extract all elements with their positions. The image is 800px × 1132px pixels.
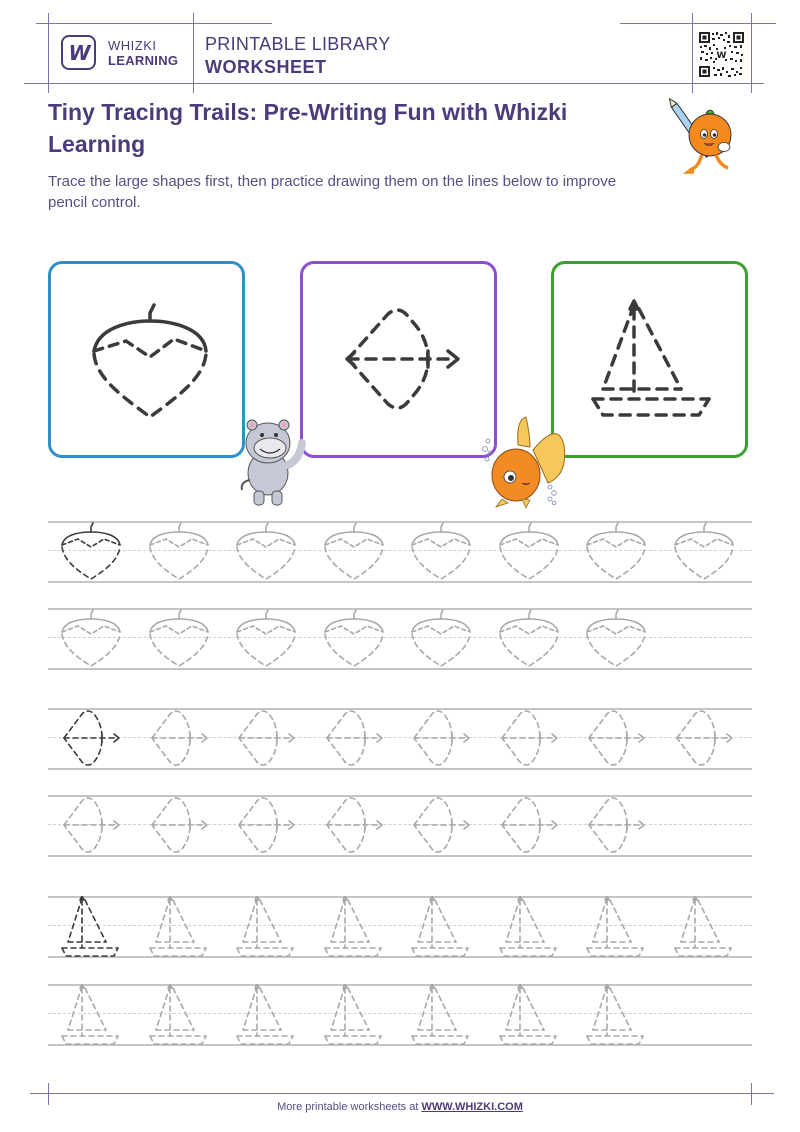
practice-row-sailboat (48, 896, 752, 958)
bow-and-arrow-shape-icon (338, 299, 463, 424)
header-divider-qr-left (692, 13, 693, 93)
sailboat-trace-icon (60, 896, 122, 958)
header-top-rule-right (620, 23, 776, 24)
sailboat-trace-icon (498, 984, 560, 1046)
footer-text: More printable worksheets at (277, 1101, 422, 1113)
acorn-trace-icon (235, 608, 297, 670)
acorn-trace-icon (148, 608, 210, 670)
bow-and-arrow-trace-icon (60, 795, 122, 857)
bow-and-arrow-trace-icon (410, 795, 472, 857)
sailboat-trace-icon (498, 896, 560, 958)
acorn-trace-icon (60, 521, 122, 583)
sailboat-trace-icon (410, 984, 472, 1046)
bow-and-arrow-trace-icon (323, 708, 385, 770)
library-subtitle: WORKSHEET (205, 57, 327, 77)
library-title: PRINTABLE LIBRARY (205, 34, 391, 54)
footer-website-link[interactable]: WWW.WHIZKI.COM (421, 1101, 523, 1113)
footer (0, 1101, 800, 1113)
bow-and-arrow-trace-icon (323, 795, 385, 857)
bow-and-arrow-trace-icon (498, 795, 560, 857)
sailboat-trace-icon (235, 984, 297, 1046)
trace-card-bow-and-arrow (300, 261, 497, 458)
practice-row-sailboat (48, 984, 752, 1046)
sailboat-trace-icon (585, 984, 647, 1046)
sailboat-trace-icon (585, 896, 647, 958)
sailboat-trace-icon (323, 984, 385, 1046)
hippo-mascot-icon (238, 415, 310, 510)
sailboat-trace-icon (148, 896, 210, 958)
acorn-shape-icon (86, 299, 211, 424)
practice-row-bow-and-arrow (48, 795, 752, 857)
header-bottom-rule (24, 83, 764, 84)
bow-and-arrow-trace-icon (148, 795, 210, 857)
acorn-trace-icon (410, 608, 472, 670)
acorn-trace-icon (585, 521, 647, 583)
orange-with-pencil-mascot-icon (668, 95, 740, 180)
acorn-trace-icon (585, 608, 647, 670)
whizki-logo-icon (61, 35, 96, 70)
bow-and-arrow-trace-icon (60, 708, 122, 770)
bow-and-arrow-trace-icon (673, 708, 735, 770)
trace-card-acorn (48, 261, 245, 458)
header-divider-mid (193, 13, 194, 93)
bow-and-arrow-trace-icon (498, 708, 560, 770)
bow-and-arrow-trace-icon (148, 708, 210, 770)
sailboat-shape-icon (589, 299, 714, 424)
logo-letter: W (68, 40, 89, 65)
brand-name-secondary: LEARNING (108, 53, 179, 68)
svg-text:W: W (716, 51, 727, 61)
acorn-trace-icon (673, 521, 735, 583)
bow-and-arrow-trace-icon (410, 708, 472, 770)
bow-and-arrow-trace-icon (235, 795, 297, 857)
header-divider-left (48, 13, 49, 93)
header-top-rule (36, 23, 272, 24)
qr-code-icon[interactable] (698, 31, 745, 78)
acorn-trace-icon (498, 521, 560, 583)
page-title: Tiny Tracing Trails: Pre-Writing Fun with Whizki Learning (48, 99, 568, 157)
header-divider-qr-right (751, 13, 752, 93)
acorn-trace-icon (323, 608, 385, 670)
sailboat-trace-icon (323, 896, 385, 958)
bow-and-arrow-trace-icon (585, 795, 647, 857)
sailboat-trace-icon (148, 984, 210, 1046)
sailboat-trace-icon (235, 896, 297, 958)
acorn-trace-icon (410, 521, 472, 583)
acorn-trace-icon (148, 521, 210, 583)
bow-and-arrow-trace-icon (585, 708, 647, 770)
bow-and-arrow-trace-icon (235, 708, 297, 770)
trace-card-sailboat (551, 261, 748, 458)
practice-row-bow-and-arrow (48, 708, 752, 770)
acorn-trace-icon (323, 521, 385, 583)
sailboat-trace-icon (60, 984, 122, 1046)
sailboat-trace-icon (410, 896, 472, 958)
sailboat-trace-icon (673, 896, 735, 958)
acorn-trace-icon (498, 608, 560, 670)
practice-row-acorn (48, 608, 752, 670)
practice-row-acorn (48, 521, 752, 583)
footer-rule (30, 1093, 774, 1094)
acorn-trace-icon (235, 521, 297, 583)
acorn-trace-icon (60, 608, 122, 670)
instructions: Trace the large shapes first, then practice drawing them on the lines below to improve pencil control. (48, 173, 617, 211)
goldfish-mascot-icon (478, 415, 568, 510)
brand-name: WHIZKI (108, 38, 157, 53)
